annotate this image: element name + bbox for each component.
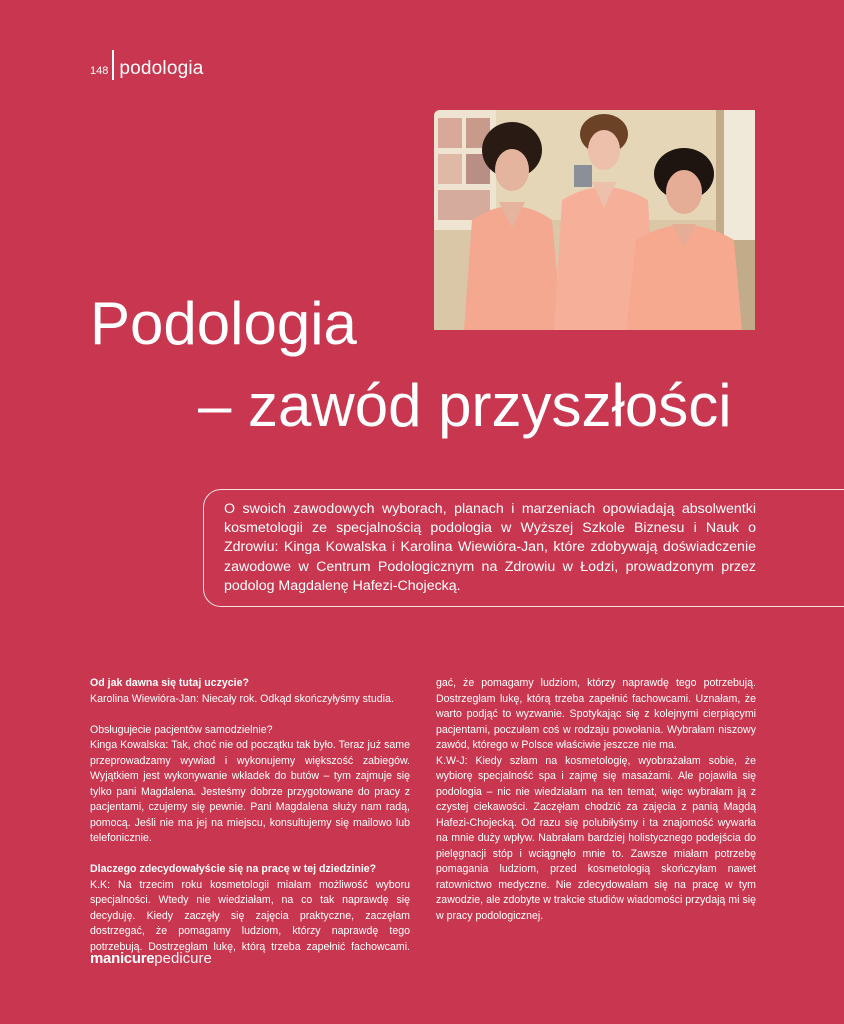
article-title-line-2: – zawód przyszłości (198, 372, 732, 439)
brand-light: pedicure (154, 950, 212, 967)
header-divider (112, 50, 114, 80)
question: Dlaczego zdecydowałyście się na pracę w tej dziedzinie? (90, 863, 377, 875)
article-title-line-1: Podologia (90, 290, 357, 357)
lead-paragraph: O swoich zawodowych wyborach, planach i marzeniach opowiadają absolwentki kosmetologii ze specjalnością podologia w Wyższej Szkole Biznesu i Nauk o Zdrowiu: Kinga Kowalska i Karolina Wiewióra-Jan, które zdobywają doświadczenie zawodowe w Centrum Podologicznym na Zdrowiu w Łodzi, prowadzonym przez podolog Magdalenę Hafezi-Chojecką. (224, 501, 756, 594)
page-header (90, 50, 204, 80)
answer-continued: gać, że pomagamy ludziom, którzy naprawdę tego potrzebują. Dostrzegłam lukę, którą trzeba zapełnić fachowcami. Uznałam, że warto podjąć to wyzwanie. Spotykając się z kolejnymi cierpiącymi pacjentami, poczułam coś w rodzaju powołania. Wybrałam niszowy zawód, którego w Polsce właściwie jeszcze nie ma. (436, 677, 756, 751)
page-number: 148 (90, 65, 109, 77)
question: Obsługujecie pacjentów samodzielnie? (90, 723, 273, 736)
footer-brand-logo (90, 950, 212, 967)
answer: Kinga Kowalska: Tak, choć nie od początku tak było. Teraz już same przeprowadzamy wywiad i wykonujemy większość zabiegów. Wyjątkiem jest wykonywanie wkładek do butów – tym zajmuje się tylko pani Magdalena. Jesteśmy dobrze przygotowane do pracy z pacjentami, czujemy się pewnie. Pani Magdalena służy nam radą, pomocą. Jeśli nie ma jej na miejscu, konsultujemy się mailowo lub telefonicznie. (90, 739, 410, 844)
brand-bold: manicure (90, 950, 155, 967)
interview-column-left (90, 676, 410, 956)
answer: K.W-J: Kiedy szłam na kosmetologię, wyobrażałam sobie, że wybiorę specjalność spa i zajmę się masażami. Ale pojawiła się podologia – nic nie wiedziałam na ten temat, więc wybrałam ją z czystej ciekawości. Zaczęłam chodzić za zajęcia z panią Magdą Hafezi-Chojecką. Od razu się polubiłyśmy i ta znajomość wywarła na mnie duży wpływ. Nabrałam bardziej holistycznego podejścia do pielęgnacji stóp i wciągnęło mnie to. Zawsze miałam potrzebę pomagania ludziom, przed kosmetologią skończyłam nawet ratownictwo medyczne. Nie zdecydowałam się na pracę w tym zawodzie, ale zdobyte w trakcie studiów wiadomości przydają mi się w pracy podologicznej. (436, 754, 756, 922)
photo-three-women-icon (434, 110, 755, 330)
interview-column-right (436, 676, 756, 924)
answer: K.K: Na trzecim roku kosmetologii miałam możliwość wyboru specjalności. Wtedy nie wiedziałam, na co tak naprawdę się decyduję. Kiedy zaczęły się zajęcia praktyczne, zaczęłam dostrzegać, że pomagamy ludziom, którzy naprawdę tego potrzebują. Dostrzegłam lukę, którą trzeba zapełnić fachowcami. (90, 878, 410, 953)
question: Od jak dawna się tutaj uczycie? (90, 677, 249, 689)
answer: Karolina Wiewióra-Jan: Niecały rok. Odkąd skończyłyśmy studia. (90, 692, 394, 705)
section-name: podologia (119, 58, 204, 79)
